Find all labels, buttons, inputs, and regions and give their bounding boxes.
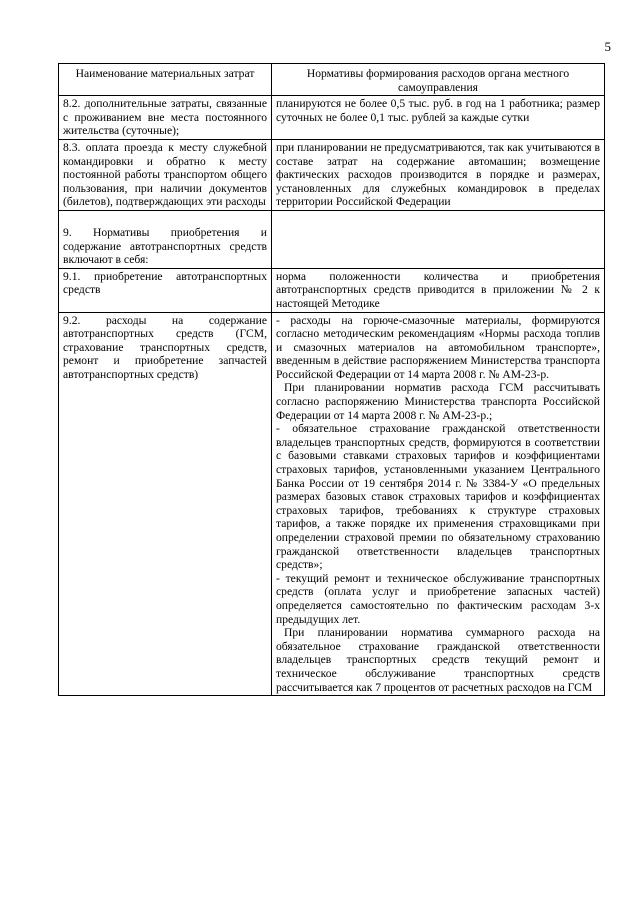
norms-cell xyxy=(272,139,605,210)
norms-paragraph: норма положенности количества и приобретения автотранспортных средств приводится в приложении № 2 к настоящей Методике xyxy=(276,269,600,310)
page-number: 5 xyxy=(604,39,611,54)
norms-cell xyxy=(272,268,605,312)
table-row xyxy=(59,139,605,210)
norms-paragraph: При планировании норматив расхода ГСМ рассчитывать согласно распоряжению Министерства транспорта Российской Федерации от 14 марта 2008 г. № АМ-23-р.; xyxy=(276,381,600,422)
norms-cell xyxy=(272,312,605,696)
cost-name-cell: 8.3. оплата проезда к месту служебной командировки и обратно к месту постоянной работы транспортом общего пользования, при наличии документов (билетов), подтверждающих эти расходы xyxy=(59,139,272,210)
cost-name-cell: 8.2. дополнительные затраты, связанные с проживанием вне места постоянного жительства (суточные); xyxy=(59,96,272,140)
norms-paragraph: При планировании норматива суммарного расхода на обязательное страхование гражданской ответственности владельцев транспортных средств текущий ремонт и техническое обслуживание транспортных средств рассчитывается как 7 процентов от расчетных расходов на ГСМ xyxy=(276,626,600,694)
table-row xyxy=(59,210,605,268)
cost-name-cell xyxy=(59,210,272,268)
norms-table xyxy=(58,63,605,696)
table-row xyxy=(59,268,605,312)
norms-cell-empty xyxy=(272,210,605,268)
cost-name-cell: 9.2. расходы на содержание автотранспортных средств (ГСМ, страхование транспортных средств, ремонт и приобретение запчастей автотранспортных средств) xyxy=(59,312,272,696)
norms-cell xyxy=(272,96,605,140)
cost-name-cell: 9.1. приобретение автотранспортных средств xyxy=(59,268,272,312)
table-header-row xyxy=(59,64,605,96)
norms-paragraph: - расходы на горюче-смазочные материалы, формируются согласно методическим рекомендациям «Нормы расхода топлив и смазочных материалов на автомобильном транспорте», введенным в действие распоряжением Министерства транспорта Российской Федерации от 14 марта 2008 г. № АМ-23-р. xyxy=(276,313,600,381)
header-cost-name: Наименование материальных затрат xyxy=(59,64,272,96)
row-spacer xyxy=(63,212,267,226)
norms-paragraph: планируются не более 0,5 тыс. руб. в год на 1 работника; размер суточных не более 0,1 тыс. рублей за каждые сутки xyxy=(276,97,600,124)
header-norms: Нормативы формирования расходов органа местного самоуправления xyxy=(272,64,605,96)
norms-paragraph: при планировании не предусматриваются, так как учитываются в составе затрат на содержание автомашин; возмещение фактических расходов производится в порядке и размерах, установленных для служебных командировок в пределах территории Российской Федерации xyxy=(276,140,600,209)
table-row xyxy=(59,312,605,696)
section-heading: 9. Нормативы приобретения и содержание автотранспортных средств включают в себя: xyxy=(63,225,267,267)
table-row xyxy=(59,96,605,140)
norms-paragraph: - текущий ремонт и техническое обслуживание транспортных средств (оплата услуг и приобретение запасных частей) определяется самостоятельно по фактическим расходам 3-х предыдущих лет. xyxy=(276,571,600,626)
norms-paragraph: - обязательное страхование гражданской ответственности владельцев транспортных средств, формируются в соответствии с базовыми ставками страховых тарифов и коэффициентами страховых тарифов, установленными указанием Центрального Банка России от 19 сентября 2014 г. № 3384-У «О предельных размерах базовых ставок страховых тарифов и коэффициентах страховых тарифов, требованиях к структуре страховых тарифов, а также порядке их применения страховщиками при определении страховой премии по обязательному страхованию гражданской ответственности владельцев транспортных средств»; xyxy=(276,422,600,572)
